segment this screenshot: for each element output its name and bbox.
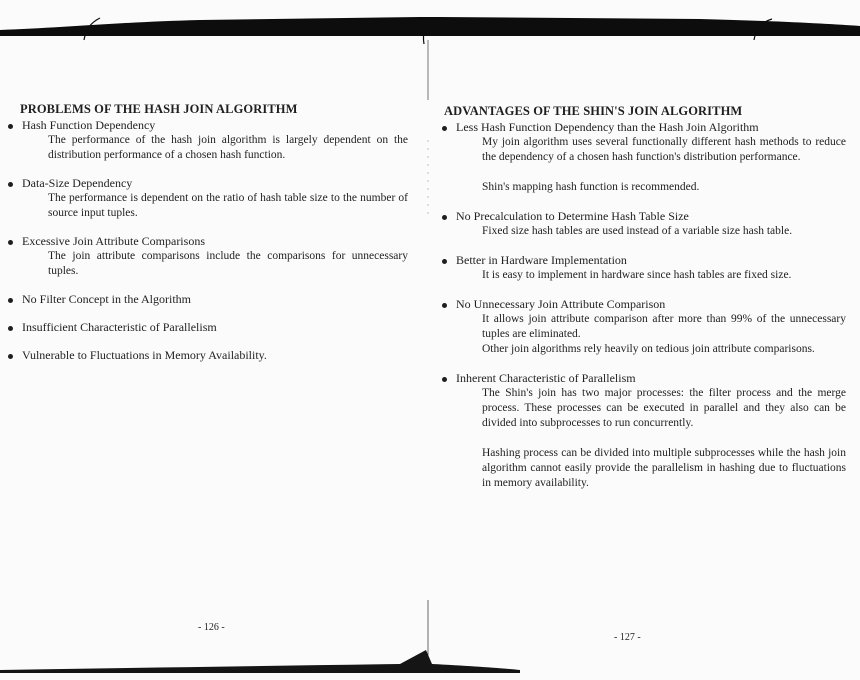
item-paragraph: The join attribute comparisons include the comparisons for unnecessary tuples.: [48, 250, 408, 277]
item-paragraph: The Shin's join has two major processes: the filter process and the merge process. These processes can be executed in parallel and they also can be divided into subprocesses to run concurrently.: [482, 387, 846, 429]
advantages-list: [442, 120, 846, 491]
item-paragraph: Hashing process can be divided into multiple subprocesses while the hash join algorithm cannot easily provide the parallelism in hashing due to fluctuations in memory availability.: [482, 447, 846, 489]
item-title: Inherent Characteristic of Parallelism: [456, 371, 636, 385]
left-page-number: - 126 -: [198, 622, 225, 633]
bullet-icon: [8, 354, 13, 359]
bullet-icon: [442, 126, 447, 131]
bullet-icon: [442, 377, 447, 382]
item-title: Vulnerable to Fluctuations in Memory Availability.: [22, 348, 267, 362]
right-page: [432, 0, 860, 680]
item-paragraph: My join algorithm uses several functionally different hash methods to reduce the dependency of a chosen hash function's distribution performance.: [482, 136, 846, 163]
bullet-icon: [442, 303, 447, 308]
item-title: No Filter Concept in the Algorithm: [22, 292, 191, 306]
item-title: Excessive Join Attribute Comparisons: [22, 234, 205, 248]
list-item: [442, 297, 846, 357]
left-page-heading: PROBLEMS OF THE HASH JOIN ALGORITHM: [20, 102, 298, 117]
item-title: No Precalculation to Determine Hash Table Size: [456, 209, 689, 223]
item-title: Better in Hardware Implementation: [456, 253, 627, 267]
left-page: [0, 0, 420, 680]
list-item: [8, 320, 408, 335]
list-item: [8, 118, 408, 163]
list-item: [442, 120, 846, 195]
item-title: Data-Size Dependency: [22, 176, 133, 190]
right-page-heading: ADVANTAGES OF THE SHIN'S JOIN ALGORITHM: [444, 104, 743, 119]
list-item: [442, 253, 846, 283]
problems-list: [8, 118, 408, 363]
item-paragraph: Fixed size hash tables are used instead of a variable size hash table.: [482, 225, 793, 237]
list-item: [8, 176, 408, 221]
list-item: [442, 371, 846, 491]
item-paragraph: The performance of the hash join algorithm is largely dependent on the distribution performance of a chosen hash function.: [48, 134, 408, 161]
bullet-icon: [8, 326, 13, 331]
list-item: [8, 292, 408, 307]
item-title: Less Hash Function Dependency than the Hash Join Algorithm: [456, 120, 759, 134]
bullet-icon: [442, 215, 447, 220]
bullet-icon: [8, 240, 13, 245]
list-item: [8, 348, 408, 363]
item-paragraph: It allows join attribute comparison after more than 99% of the unnecessary tuples are eliminated. Other join algorithms rely heavily on tedious join attribute comparisons.: [482, 313, 846, 355]
right-page-number: - 127 -: [614, 632, 641, 643]
list-item: [8, 234, 408, 279]
item-paragraph: Shin's mapping hash function is recommended.: [482, 181, 700, 193]
item-title: Hash Function Dependency: [22, 118, 156, 132]
item-title: No Unnecessary Join Attribute Comparison: [456, 297, 666, 311]
item-title: Insufficient Characteristic of Parallelism: [22, 320, 217, 334]
bullet-icon: [442, 259, 447, 264]
bullet-icon: [8, 182, 13, 187]
bullet-icon: [8, 124, 13, 129]
item-paragraph: The performance is dependent on the ratio of hash table size to the number of source input tuples.: [48, 192, 408, 219]
list-item: [442, 209, 846, 239]
item-paragraph: It is easy to implement in hardware since hash tables are fixed size.: [482, 269, 792, 281]
page-gutter: [426, 40, 430, 660]
bullet-icon: [8, 298, 13, 303]
